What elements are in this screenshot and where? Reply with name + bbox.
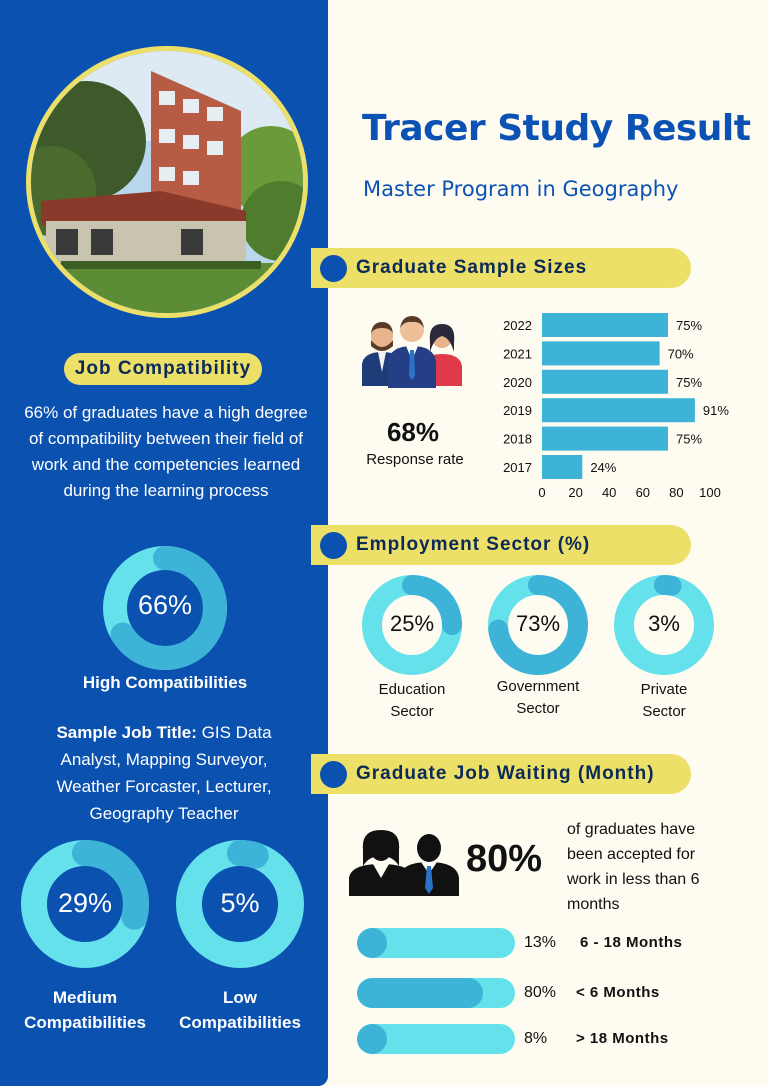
sample-sizes-banner [311,248,691,288]
sector-value: 25% [389,611,435,636]
business-people-icon [349,826,459,896]
waiting-progress-track [357,978,515,1008]
waiting-progress-track [357,928,515,958]
job-waiting-heading: Graduate Job Waiting (Month) [356,763,655,784]
response-rate-value: 68% [386,417,440,447]
low-compatibility-label [170,985,310,1035]
job-compatibility-badge: Job Compatibility [64,353,262,385]
x-tick-label: 80 [669,485,684,500]
job-waiting-banner [311,754,691,794]
medium-compatibility-label [10,985,160,1035]
low-label-line2: Compatibilities [179,1013,301,1032]
sector-label-line1: Education [378,681,446,698]
bar [542,455,582,479]
bar [542,313,668,337]
waiting-percent: 13% [524,934,557,951]
sample-job-label: Sample Job Title: [56,723,197,742]
waiting-progress-fill [357,978,483,1008]
bar-category-label: 2020 [503,374,532,390]
page-subtitle: Master Program in Geography [363,177,679,201]
waiting-percent: 8% [524,1030,548,1047]
bar [542,427,668,451]
sample-job-title [30,719,298,827]
bar-data-label: 24% [590,460,617,475]
sector-value: 3% [648,611,680,636]
bar [542,370,668,394]
sector-label [609,679,719,723]
banner-dot [320,532,347,559]
sector-value: 73% [515,611,561,636]
bar-category-label: 2018 [503,431,532,447]
low-label-line1: Low [223,988,257,1007]
bar-data-label: 75% [676,431,703,447]
sector-label [483,676,593,720]
waiting-range-label: 6 - 18 Months [580,934,683,951]
x-tick-label: 20 [568,485,583,500]
waiting-progress-fill [357,928,387,958]
bar-data-label: 91% [702,403,729,419]
sample-size-bar-chart [490,305,740,505]
banner-dot [320,255,347,282]
bar-chart-svg [490,305,740,505]
bar-data-label: 75% [676,374,703,390]
bar-category-label: 2021 [503,346,532,362]
employment-sector-banner [311,525,691,565]
group-people-icon [358,312,466,388]
compatibility-description: 66% of graduates have a high degree of compatibility between their field of work and the competencies learned during the learning process [24,403,308,500]
sector-label [357,679,467,723]
waiting-range-label: < 6 Months [576,984,660,1001]
campus-building-photo [26,46,308,318]
high-compatibility-value: 66% [137,590,193,620]
banner-dot [320,761,347,788]
bar-data-label: 75% [676,318,703,333]
bar-category-label: 2019 [503,403,532,419]
medium-label-line2: Compatibilities [24,1013,146,1032]
waiting-description: of graduates have been accepted for work in less than 6 months [567,821,700,913]
bar-data-label: 70% [667,346,694,362]
low-compatibility-value: 5% [220,888,260,918]
waiting-progress-track [357,1024,515,1054]
bar [542,341,660,365]
x-tick-label: 100 [699,485,721,500]
high-compatibility-label: High Compatibilities [82,673,248,692]
page-title: Tracer Study Result [362,108,751,149]
sector-label-line2: Sector [642,703,686,720]
x-tick-label: 40 [601,485,617,500]
medium-label-line1: Medium [52,988,118,1007]
medium-compatibility-value: 29% [57,888,113,918]
waiting-percent: 80% [524,984,557,1001]
waiting-range-label: > 18 Months [576,1030,669,1047]
waiting-progress-fill [357,1024,387,1054]
sample-job-list: GIS Data Analyst, Mapping Surveyor, Weather Forcaster, Lecturer, Geography Teacher [56,723,272,823]
sector-label-line1: Government [496,678,580,695]
sector-label-line1: Private [640,681,688,698]
bar [542,398,695,422]
sample-sizes-heading: Graduate Sample Sizes [356,257,588,278]
bar-category-label: 2017 [503,460,532,475]
x-tick-label: 0 [538,485,546,500]
employment-sector-heading: Employment Sector (%) [356,534,591,555]
x-tick-label: 60 [635,485,651,500]
sector-label-line2: Sector [390,703,434,720]
bar-category-label: 2022 [503,318,532,333]
sector-label-line2: Sector [516,700,560,717]
response-rate-label: Response rate [366,451,464,468]
waiting-big-value: 80% [466,838,543,880]
